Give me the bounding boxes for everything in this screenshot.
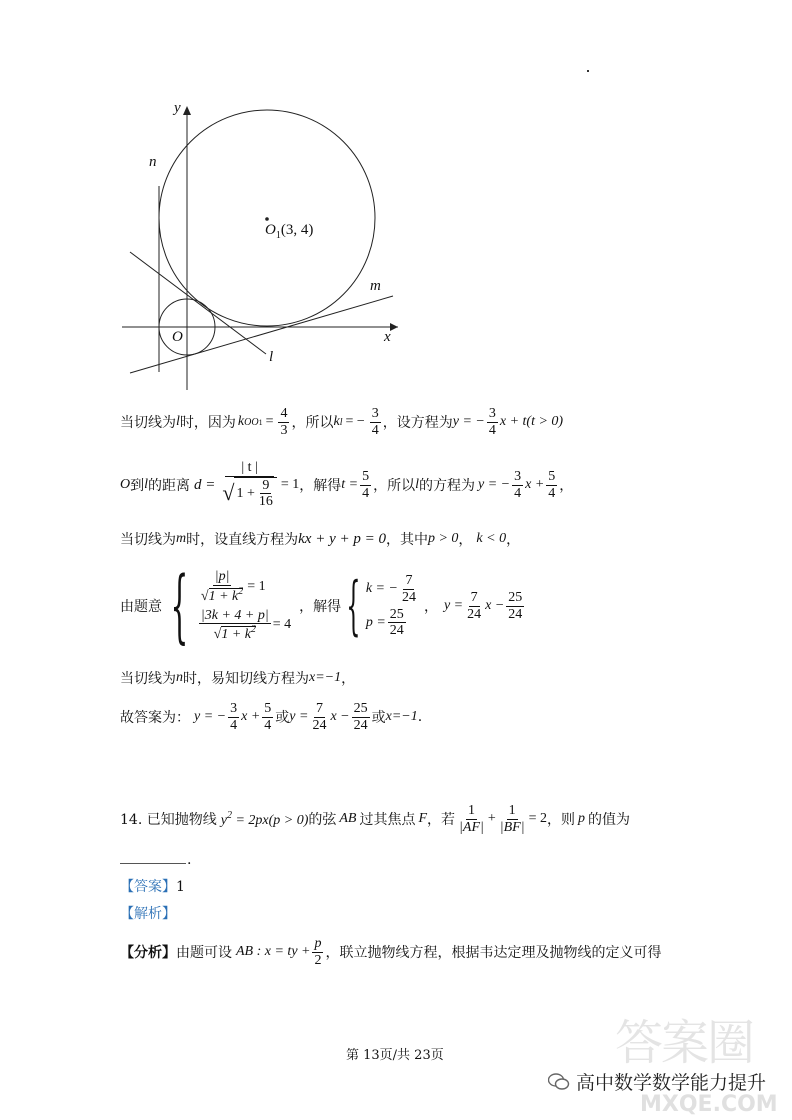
watermark-logo: 答案圈 xyxy=(615,1015,754,1071)
geometry-figure xyxy=(0,0,792,400)
watermark-channel: 高中数学数学能力提升 xyxy=(548,1068,766,1095)
page-footer: 第 13页/共 23页 xyxy=(346,1048,444,1063)
final-answer-line: 故答案为： y = − $\frac{3}{4}$ x + $\frac{5}{4}$ 或 y = $\frac{7}{24}$ x − $\frac{25}{24}$ 或 x=−1 . xyxy=(120,701,423,733)
answer-row xyxy=(120,876,185,896)
line-n-label: n xyxy=(149,154,157,170)
line-m xyxy=(130,296,393,373)
center-point xyxy=(265,217,269,221)
fenxi-row: 【分析】 由题可设 AB : x = ty + $\frac{p}{2}$ ，联立抛物线方程，根据韦达定理及抛物线的定义可得 xyxy=(120,936,662,968)
axis-x-label: x xyxy=(384,329,391,345)
solution-line-3: 当切线为 m 时，设直线方程为 kx + y + p = 0 ，其中 p > 0 ， k < 0 ， xyxy=(120,530,521,548)
line-m-label: m xyxy=(370,278,381,294)
y-axis-arrow xyxy=(183,106,191,115)
solution-line-2: O 到 l 的距离 d = | t | √ 1 + $\frac{9}{16}$ = 1 ，解得 t = $\frac{5}{4}$ ，所以 l 的方程为 y = − $\frac{3}{4}$ x + $\frac{5}{4}$ ， xyxy=(120,460,574,510)
blank-period: . xyxy=(187,852,192,868)
analysis-label: 【解析】 xyxy=(120,906,176,922)
axis-y-label: y xyxy=(174,100,181,116)
question-14: 14. 已知抛物线 $y^2 = 2px(p > 0)$ 的弦 AB 过其焦点 F ，若 $\frac{1}{|AF|}$ + $\frac{1}{|BF|}$ = 2 ，则 p 的值为 xyxy=(120,803,630,835)
solution-line-5: 当切线为 n 时，易知切线方程为 x=−1 ， xyxy=(120,670,356,687)
watermark-site: MXQE.COM xyxy=(640,1092,778,1117)
wechat-icon xyxy=(548,1073,570,1091)
answer-value: 1 xyxy=(176,879,185,895)
solution-line-4: 由题意 { $\frac{|p|}{√1 + k^2}$ = 1 $\frac{|3k + 4 + p|}{√1 + k^2}$ = 4 ，解得 { k = − $\frac{7}{24}$ p = $\frac{25}{24}$ ， y = $\frac{7}{24}$ x − $\frac{25}{24}$ xyxy=(120,559,523,652)
answer-label: 【答案】 xyxy=(120,879,176,895)
solution-line-1: 当切线为 l 时，因为 k OO 1 = $\frac{4}{3}$ ，所以 k l = − $\frac{3}{4}$ ，设方程为 y = − $\frac{3}{4}$ x + t(t > 0) xyxy=(120,406,564,438)
x-axis-arrow xyxy=(390,323,398,331)
line-l-label: l xyxy=(269,349,274,365)
origin-label: O xyxy=(172,329,183,345)
center-label: $O_1(3$, 4) xyxy=(265,222,314,241)
answer-blank xyxy=(120,863,186,864)
